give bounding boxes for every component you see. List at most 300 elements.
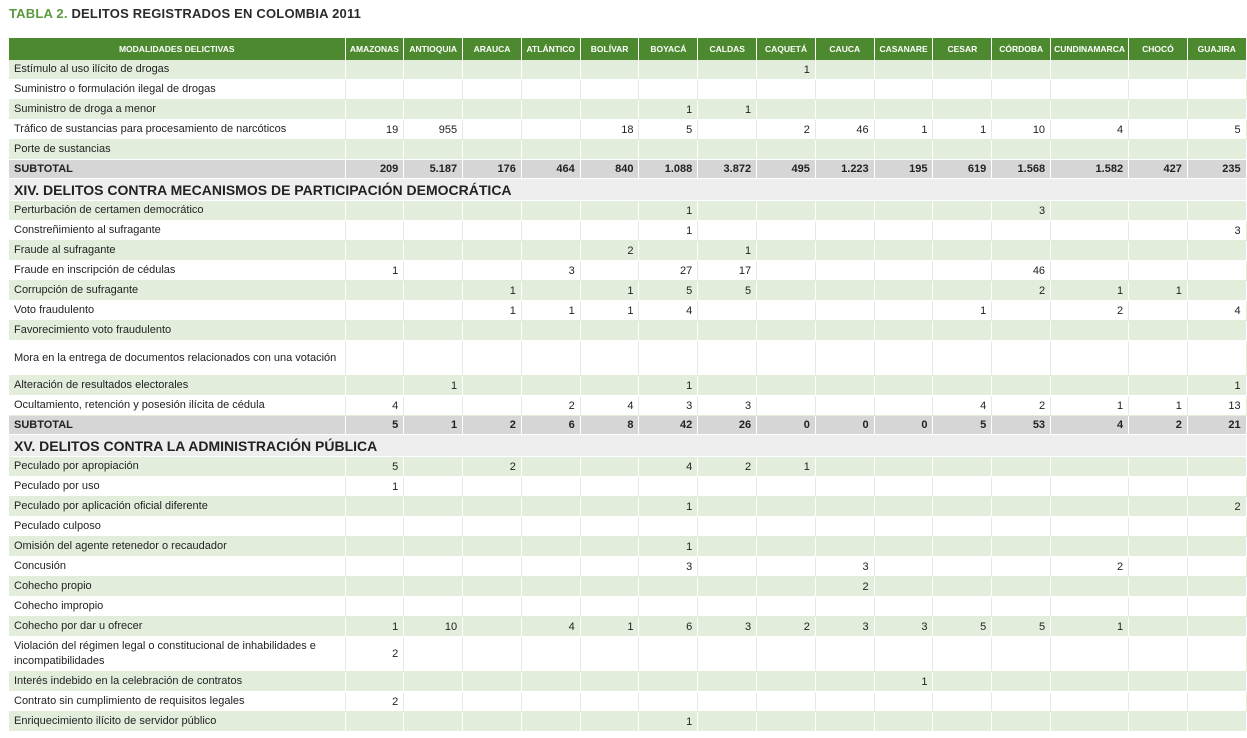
value-cell [815,60,874,80]
value-cell [463,321,522,341]
value-cell: 1 [580,281,639,301]
table-row [9,557,1246,577]
value-cell [1129,712,1188,732]
value-cell: 8 [580,416,639,435]
value-cell: 5 [933,617,992,637]
value-cell [698,517,757,537]
value-cell [345,140,404,160]
column-header: CASANARE [874,38,933,60]
value-cell: 4 [1051,120,1129,140]
value-cell [757,712,816,732]
value-cell [933,281,992,301]
value-cell [404,537,463,557]
crime-type-cell: Concusión [9,557,345,577]
table-row [9,537,1246,557]
value-cell [404,281,463,301]
value-cell [1129,140,1188,160]
value-cell [874,517,933,537]
value-cell [404,201,463,221]
value-cell: 2 [521,396,580,416]
value-cell [992,341,1051,376]
value-cell [815,261,874,281]
value-cell [1187,261,1246,281]
value-cell [1051,341,1129,376]
value-cell: 1.223 [815,160,874,179]
value-cell [463,120,522,140]
value-cell [463,537,522,557]
value-cell [404,60,463,80]
value-cell [1187,557,1246,577]
value-cell [757,577,816,597]
value-cell [1129,321,1188,341]
value-cell: 1 [639,100,698,120]
value-cell [463,557,522,577]
value-cell [1187,537,1246,557]
table-row [9,497,1246,517]
value-cell: 5 [933,416,992,435]
value-cell [815,712,874,732]
value-cell [815,221,874,241]
value-cell [521,497,580,517]
value-cell: 1 [698,100,757,120]
value-cell: 1 [345,477,404,497]
value-cell [345,301,404,321]
value-cell [815,497,874,517]
value-cell [1129,497,1188,517]
value-cell [580,321,639,341]
value-cell [874,140,933,160]
value-cell: 2 [757,120,816,140]
crime-type-cell: Mora en la entrega de documentos relacionados con una votación [9,341,345,376]
section-header-row [9,179,1246,201]
value-cell [580,712,639,732]
value-cell [1129,201,1188,221]
value-cell: 1.582 [1051,160,1129,179]
value-cell [521,281,580,301]
value-cell [698,712,757,732]
value-cell: 5 [345,416,404,435]
value-cell [1187,321,1246,341]
value-cell [1187,281,1246,301]
value-cell [1051,221,1129,241]
value-cell [639,341,698,376]
value-cell: 4 [580,396,639,416]
crime-type-cell: Constreñimiento al sufragante [9,221,345,241]
value-cell [757,597,816,617]
value-cell [345,672,404,692]
value-cell: 1 [639,712,698,732]
value-cell [757,396,816,416]
value-cell [992,637,1051,672]
value-cell [815,201,874,221]
value-cell [992,597,1051,617]
column-header: CUNDINAMARCA [1051,38,1129,60]
value-cell: 2 [1129,416,1188,435]
value-cell: 464 [521,160,580,179]
value-cell [463,692,522,712]
value-cell [1051,712,1129,732]
value-cell [1129,241,1188,261]
value-cell [580,376,639,396]
value-cell: 2 [463,457,522,477]
crime-type-cell: Peculado por uso [9,477,345,497]
value-cell [992,241,1051,261]
value-cell: 1 [580,617,639,637]
value-cell [404,341,463,376]
value-cell [1129,557,1188,577]
value-cell [874,692,933,712]
value-cell [874,261,933,281]
value-cell [1051,376,1129,396]
value-cell: 1 [463,281,522,301]
value-cell [463,201,522,221]
value-cell: 4 [345,396,404,416]
value-cell [757,376,816,396]
value-cell [992,321,1051,341]
value-cell [521,712,580,732]
crime-type-cell: Suministro de droga a menor [9,100,345,120]
crime-type-cell: Tráfico de sustancias para procesamiento de narcóticos [9,120,345,140]
value-cell [933,497,992,517]
subtotal-row [9,416,1246,435]
value-cell [698,692,757,712]
value-cell [521,80,580,100]
value-cell: 3 [698,617,757,637]
column-header: CÓRDOBA [992,38,1051,60]
crime-type-cell: Voto fraudulento [9,301,345,321]
value-cell [580,477,639,497]
value-cell [345,537,404,557]
value-cell [580,577,639,597]
value-cell [580,261,639,281]
value-cell [639,517,698,537]
value-cell [815,517,874,537]
value-cell [1051,537,1129,557]
value-cell: 10 [992,120,1051,140]
crime-type-cell: Fraude en inscripción de cédulas [9,261,345,281]
value-cell [580,497,639,517]
table-row [9,241,1246,261]
value-cell [992,577,1051,597]
value-cell: 2 [992,396,1051,416]
value-cell [1129,341,1188,376]
value-cell [815,396,874,416]
value-cell [1187,140,1246,160]
value-cell [1187,617,1246,637]
value-cell: 2 [580,241,639,261]
crime-type-cell: Contrato sin cumplimiento de requisitos legales [9,692,345,712]
crime-type-cell: Favorecimiento voto fraudulento [9,321,345,341]
value-cell: 1 [639,537,698,557]
value-cell: 2 [1187,497,1246,517]
table-row [9,261,1246,281]
value-cell [874,712,933,732]
value-cell [992,80,1051,100]
value-cell [1129,477,1188,497]
value-cell [1051,201,1129,221]
value-cell [521,201,580,221]
value-cell [404,497,463,517]
table-row [9,712,1246,732]
value-cell [874,60,933,80]
crime-type-cell: Cohecho por dar u ofrecer [9,617,345,637]
value-cell [1051,457,1129,477]
value-cell [404,637,463,672]
value-cell [580,341,639,376]
value-cell: 18 [580,120,639,140]
value-cell: 1 [463,301,522,321]
value-cell [404,221,463,241]
value-cell [874,577,933,597]
crime-type-cell: Suministro o formulación ilegal de drogas [9,80,345,100]
value-cell [1129,221,1188,241]
value-cell [463,140,522,160]
table-row [9,321,1246,341]
value-cell: 4 [521,617,580,637]
value-cell [874,241,933,261]
value-cell: 840 [580,160,639,179]
table-row [9,376,1246,396]
value-cell [992,301,1051,321]
value-cell [757,517,816,537]
value-cell [874,497,933,517]
value-cell [1129,301,1188,321]
value-cell [757,341,816,376]
value-cell: 5 [1187,120,1246,140]
value-cell: 5 [639,281,698,301]
value-cell [1051,637,1129,672]
value-cell [580,537,639,557]
value-cell: 1 [639,201,698,221]
value-cell [992,140,1051,160]
value-cell [404,712,463,732]
value-cell [1051,577,1129,597]
column-header: CAQUETÁ [757,38,816,60]
value-cell [521,100,580,120]
value-cell [933,140,992,160]
crimes-table [9,38,1247,732]
value-cell: 1.568 [992,160,1051,179]
value-cell [463,396,522,416]
value-cell [757,140,816,160]
value-cell [1051,60,1129,80]
value-cell: 1 [757,457,816,477]
value-cell [345,221,404,241]
value-cell: 3 [698,396,757,416]
value-cell [815,80,874,100]
value-cell [933,692,992,712]
value-cell [1187,80,1246,100]
value-cell [757,537,816,557]
value-cell [521,597,580,617]
table-body [9,60,1246,732]
section-header-row [9,435,1246,457]
value-cell: 1 [639,221,698,241]
value-cell [757,241,816,261]
value-cell: 3 [639,396,698,416]
value-cell [1129,577,1188,597]
value-cell [757,281,816,301]
value-cell [580,517,639,537]
value-cell [698,557,757,577]
value-cell [404,321,463,341]
table-row [9,637,1246,672]
value-cell [639,80,698,100]
value-cell: 4 [1051,416,1129,435]
value-cell [1129,517,1188,537]
value-cell [521,341,580,376]
table-row [9,396,1246,416]
column-header: GUAJIRA [1187,38,1246,60]
value-cell [874,341,933,376]
table-header-row [9,38,1246,60]
value-cell: 13 [1187,396,1246,416]
value-cell [639,692,698,712]
value-cell [757,321,816,341]
value-cell [345,597,404,617]
value-cell: 2 [463,416,522,435]
value-cell: 42 [639,416,698,435]
value-cell [1187,712,1246,732]
table-row [9,457,1246,477]
value-cell: 1 [933,120,992,140]
value-cell [815,597,874,617]
value-cell [874,221,933,241]
table-row [9,301,1246,321]
value-cell [933,321,992,341]
value-cell [933,201,992,221]
value-cell: 3.872 [698,160,757,179]
value-cell: 1 [757,60,816,80]
value-cell [815,477,874,497]
table-row [9,120,1246,140]
table-row [9,80,1246,100]
value-cell [992,497,1051,517]
value-cell [1187,60,1246,80]
crime-type-cell: Cohecho impropio [9,597,345,617]
value-cell: 1 [1187,376,1246,396]
value-cell: 19 [345,120,404,140]
value-cell [1051,80,1129,100]
value-cell [521,537,580,557]
value-cell [463,60,522,80]
value-cell [1129,597,1188,617]
value-cell [580,637,639,672]
value-cell: 2 [992,281,1051,301]
value-cell [1129,672,1188,692]
value-cell: 53 [992,416,1051,435]
value-cell: 1 [1051,396,1129,416]
crime-type-cell: Peculado por aplicación oficial diferente [9,497,345,517]
value-cell [521,221,580,241]
value-cell [874,597,933,617]
value-cell [874,396,933,416]
value-cell [757,221,816,241]
value-cell [933,557,992,577]
value-cell [1129,120,1188,140]
value-cell [345,241,404,261]
value-cell [698,376,757,396]
value-cell: 2 [345,637,404,672]
value-cell [757,100,816,120]
value-cell [404,672,463,692]
value-cell [463,341,522,376]
value-cell: 46 [815,120,874,140]
value-cell [463,597,522,617]
value-cell [1051,597,1129,617]
value-cell [463,637,522,672]
value-cell: 1 [345,261,404,281]
column-header: CESAR [933,38,992,60]
value-cell: 209 [345,160,404,179]
crime-type-cell: Corrupción de sufragante [9,281,345,301]
value-cell [521,557,580,577]
value-cell [404,241,463,261]
value-cell [815,241,874,261]
value-cell [992,376,1051,396]
value-cell [815,321,874,341]
value-cell [580,201,639,221]
column-header: CHOCÓ [1129,38,1188,60]
value-cell: 1 [639,376,698,396]
value-cell [992,537,1051,557]
value-cell: 5 [639,120,698,140]
value-cell [874,321,933,341]
value-cell [992,457,1051,477]
value-cell [463,712,522,732]
section-title: XV. DELITOS CONTRA LA ADMINISTRACIÓN PÚBLICA [9,435,1246,457]
value-cell [698,577,757,597]
value-cell [404,517,463,537]
value-cell [521,140,580,160]
value-cell [345,341,404,376]
crime-type-cell: Enriquecimiento ilícito de servidor público [9,712,345,732]
crime-type-cell: Violación del régimen legal o constitucional de inhabilidades e incompatibilidades [9,637,345,672]
value-cell [521,577,580,597]
crime-type-cell: Peculado culposo [9,517,345,537]
value-cell: 1 [1051,617,1129,637]
value-cell [992,221,1051,241]
value-cell [815,692,874,712]
value-cell: 1 [521,301,580,321]
value-cell [815,341,874,376]
value-cell: 21 [1187,416,1246,435]
column-header: ATLÁNTICO [521,38,580,60]
value-cell [992,517,1051,537]
value-cell [345,497,404,517]
value-cell [757,477,816,497]
value-cell [815,281,874,301]
value-cell [698,221,757,241]
value-cell [815,140,874,160]
value-cell [757,497,816,517]
table-row [9,517,1246,537]
value-cell [933,221,992,241]
value-cell [874,301,933,321]
column-header: ANTIOQUIA [404,38,463,60]
value-cell [1187,241,1246,261]
value-cell [815,301,874,321]
value-cell [521,457,580,477]
value-cell [345,577,404,597]
value-cell [815,537,874,557]
value-cell: 2 [345,692,404,712]
value-cell [463,617,522,637]
value-cell: 2 [698,457,757,477]
section-title: XIV. DELITOS CONTRA MECANISMOS DE PARTICIPACIÓN DEMOCRÁTICA [9,179,1246,201]
value-cell [580,60,639,80]
value-cell [992,477,1051,497]
